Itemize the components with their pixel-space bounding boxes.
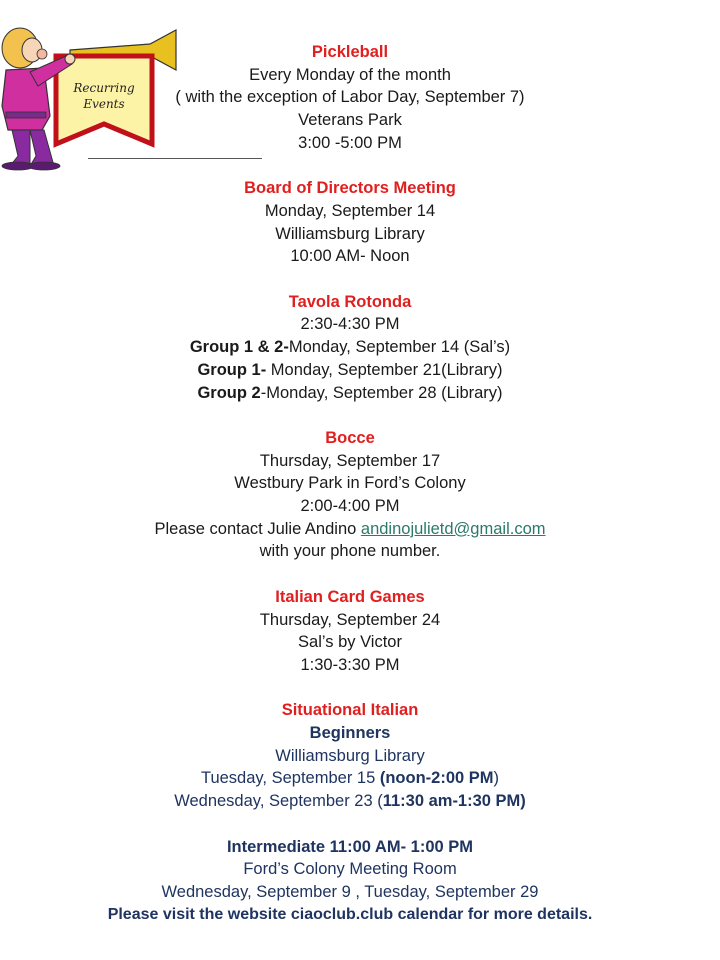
paren-text: ) [493, 769, 500, 788]
bocce-time: 2:00-4:00 PM [300, 497, 400, 516]
bocce-contact [0, 518, 700, 541]
contact-text: Please contact Julie Andino [154, 519, 361, 538]
bocce-note: with your phone number. [259, 542, 441, 561]
board-time: 10:00 AM- Noon [290, 247, 410, 266]
banner-text-2: Events [83, 97, 125, 111]
bocce-location: Westbury Park in Ford’s Colony [234, 474, 466, 493]
tavola-group-line [0, 359, 700, 382]
beginners-date [0, 767, 700, 790]
cards-location: Sal’s by Victor [298, 633, 402, 652]
pickleball-location: Veterans Park [298, 111, 402, 130]
tavola-group-line [0, 336, 700, 359]
beginners-heading: Beginners [309, 724, 391, 743]
tavola-title: Tavola Rotonda [288, 292, 412, 311]
date-text: Tuesday, September 15 [200, 769, 380, 788]
group-text: Monday, September 14 (Sal’s) [288, 338, 511, 357]
board-date: Monday, September 14 [264, 201, 436, 220]
cards-section [0, 586, 700, 677]
group-label: Group 2 [197, 383, 261, 402]
group-label: Group 1 & 2- [189, 338, 289, 357]
bocce-section [0, 427, 700, 563]
cards-date: Thursday, September 24 [259, 610, 441, 629]
banner-text-1: Recurring [73, 81, 135, 95]
tavola-time: 2:30-4:30 PM [300, 315, 400, 334]
group-label: Group 1- [197, 360, 267, 379]
intermediate-dates: Wednesday, September 9 , Tuesday, September 29 [161, 882, 539, 901]
situational-title: Situational Italian [281, 701, 419, 720]
events-list [0, 41, 700, 904]
group-text: Monday, September 21(Library) [266, 360, 503, 379]
bocce-title: Bocce [325, 428, 375, 447]
tavola-group-line [0, 382, 700, 405]
pickleball-title: Pickleball [311, 43, 389, 61]
intermediate-heading: Intermediate 11:00 AM- 1:00 PM [226, 837, 474, 856]
date-text: Wednesday, September 23 ( [174, 792, 383, 811]
pickleball-line: Every Monday of the month [249, 65, 451, 84]
pickleball-section [0, 41, 700, 155]
beginners-location: Williamsburg Library [275, 746, 425, 765]
group-text: -Monday, September 28 (Library) [260, 383, 503, 402]
cards-title: Italian Card Games [275, 587, 425, 606]
tavola-section [0, 291, 700, 405]
pickleball-line: ( with the exception of Labor Day, September 7) [175, 88, 525, 107]
beginners-date [0, 790, 700, 813]
pickleball-time: 3:00 -5:00 PM [298, 133, 402, 152]
footer-note: Please visit the website ciaoclub.club calendar for more details. [107, 906, 593, 923]
cards-time: 1:30-3:30 PM [300, 655, 400, 674]
board-section [0, 177, 700, 268]
intermediate-location: Ford’s Colony Meeting Room [243, 860, 457, 879]
situational-section [0, 699, 700, 813]
intermediate-section [0, 836, 700, 904]
board-title: Board of Directors Meeting [244, 179, 456, 198]
bocce-date: Thursday, September 17 [259, 451, 441, 470]
email-link[interactable]: andinojulietd@gmail.com [360, 519, 546, 538]
board-location: Williamsburg Library [275, 224, 425, 243]
time-text: (noon-2:00 PM [379, 769, 494, 788]
time-text: 11:30 am-1:30 PM) [382, 792, 526, 811]
